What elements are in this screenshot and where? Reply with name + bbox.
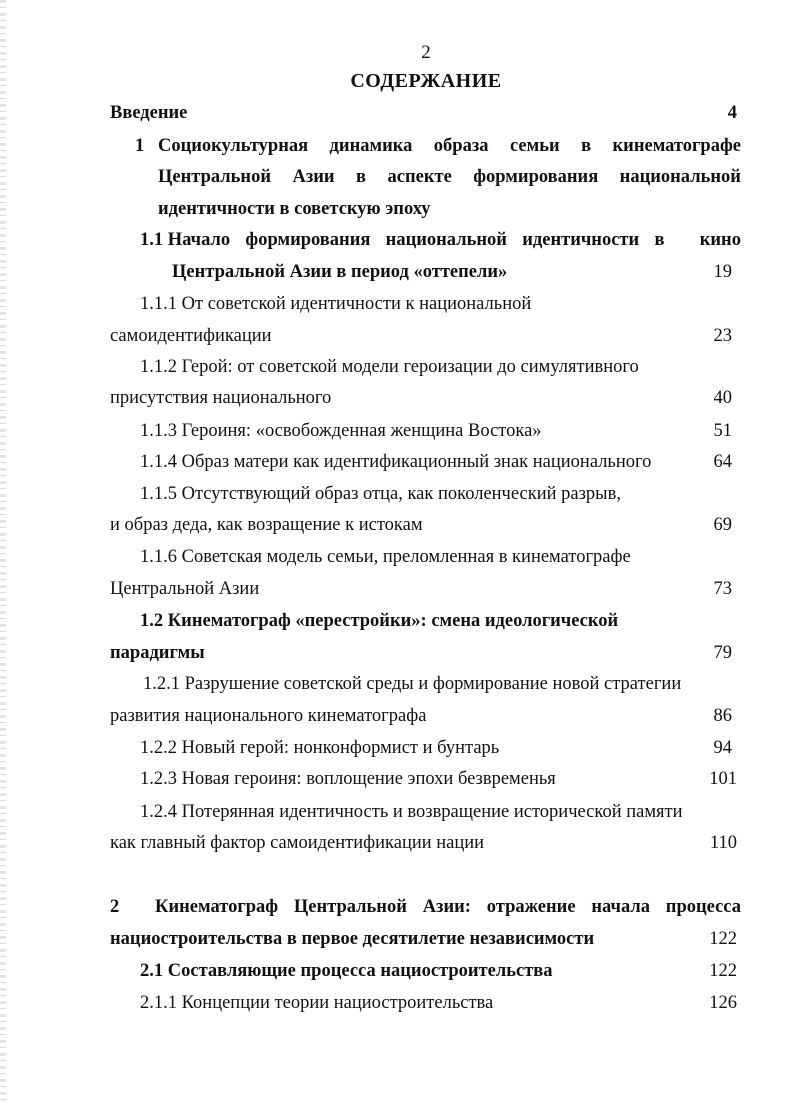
page-number: 2: [421, 42, 431, 63]
toc-intro-page: 4: [727, 103, 737, 123]
toc-word: формирования: [473, 167, 599, 187]
toc-word: 1.1 Начало: [140, 230, 231, 250]
toc-entry-1-2-1-line1: 1.2.1 Разрушение советской среды и формирование новой стратегии: [143, 674, 682, 694]
toc-entry-1-1-2-line1: 1.1.2 Герой: от советской модели героизации до симулятивного: [140, 357, 639, 377]
toc-entry-1-2-3-page: 101: [709, 769, 737, 789]
toc-section-2-1-page: 122: [709, 961, 737, 981]
toc-chapter2-line1: [110, 896, 741, 918]
toc-section-1-1-line2: Центральной Азии в период «оттепели»: [172, 262, 508, 282]
toc-entry-2-1-1: 2.1.1 Концепции теории нациостроительства: [140, 993, 494, 1013]
toc-word: кино: [699, 230, 741, 250]
toc-entry-1-1-3: 1.1.3 Героиня: «освобожденная женщина Востока»: [140, 421, 542, 441]
toc-word: начала: [591, 897, 650, 917]
toc-entry-1-1-1-page: 23: [713, 326, 732, 346]
toc-entry-1-1-6-line2: Центральной Азии: [110, 579, 260, 599]
toc-entry-1-2-2-page: 94: [713, 738, 732, 758]
toc-word: национальной: [385, 230, 507, 250]
toc-word: кинематографе: [612, 136, 741, 156]
toc-chapter1-line1: [158, 135, 741, 157]
toc-entry-1-2-4-line1: 1.2.4 Потерянная идентичность и возвращение исторической памяти: [140, 802, 683, 822]
toc-word: Центральной: [293, 897, 407, 917]
toc-word: в: [654, 230, 665, 250]
toc-entry-1-1-3-page: 51: [713, 421, 732, 441]
toc-word: Азии: [292, 167, 335, 187]
toc-section-1-2-line1: 1.2 Кинематограф «перестройки»: смена идеологической: [140, 611, 619, 631]
toc-entry-1-1-5-line2: и образ деда, как возращение к истокам: [110, 515, 423, 535]
toc-chapter1-number: 1: [135, 136, 145, 156]
page-title: СОДЕРЖАНИЕ: [350, 70, 502, 92]
toc-entry-1-1-1-line2: самоидентификации: [110, 326, 272, 346]
toc-word: Азии:: [422, 897, 471, 917]
toc-entry-1-1-6-line1: 1.1.6 Советская модель семьи, преломленная в кинематографе: [140, 547, 631, 567]
toc-chapter1-line3: идентичности в советскую эпоху: [158, 199, 431, 219]
toc-word: 2: [110, 897, 120, 917]
toc-entry-1-1-4: 1.1.4 Образ матери как идентификационный знак национального: [140, 452, 652, 472]
toc-word: семьи: [509, 136, 560, 156]
scan-edge: [0, 0, 6, 1102]
toc-entry-1-1-2-page: 40: [713, 388, 732, 408]
toc-section-1-2-page: 79: [713, 643, 732, 663]
toc-word: Кинематограф: [155, 897, 279, 917]
toc-section-2-1: 2.1 Составляющие процесса нациостроительства: [140, 961, 553, 981]
toc-word: формирования: [245, 230, 371, 250]
toc-entry-1-2-3: 1.2.3 Новая героиня: воплощение эпохи безвременья: [140, 769, 556, 789]
toc-word: динамика: [329, 136, 413, 156]
toc-entry-1-2-4-line2: как главный фактор самоидентификации нации: [110, 833, 485, 853]
toc-entry-1-1-5-line1: 1.1.5 Отсутствующий образ отца, как поколенческий разрыв,: [140, 484, 621, 504]
toc-entry-1-1-4-page: 64: [713, 452, 732, 472]
toc-entry-2-1-1-page: 126: [709, 993, 737, 1013]
toc-word: аспекте: [387, 167, 452, 187]
toc-entry-1-1-2-line2: присутствия национального: [110, 388, 332, 408]
toc-section-1-1-line1: [140, 229, 741, 251]
toc-chapter2-line2: нациостроительства в первое десятилетие независимости: [110, 929, 595, 949]
toc-word: образа: [433, 136, 489, 156]
toc-entry-1-1-1-line1: 1.1.1 От советской идентичности к национальной: [140, 294, 532, 314]
toc-intro-label: Введение: [110, 103, 188, 123]
toc-word: идентичности: [522, 230, 640, 250]
toc-entry-1-2-2: 1.2.2 Новый герой: нонконформист и бунтарь: [140, 738, 500, 758]
toc-section-1-2-line2: парадигмы: [110, 643, 205, 663]
toc-word: в: [581, 136, 592, 156]
toc-word: Центральной: [158, 167, 272, 187]
toc-chapter2-page: 122: [709, 929, 737, 949]
toc-chapter1-line2: [158, 166, 741, 188]
toc-word: отражение: [486, 897, 576, 917]
toc-word: Социокультурная: [158, 136, 309, 156]
toc-word: в: [356, 167, 367, 187]
toc-entry-1-1-5-page: 69: [713, 515, 732, 535]
toc-word: процесса: [665, 897, 741, 917]
toc-entry-1-2-1-page: 86: [713, 706, 732, 726]
toc-section-1-1-page: 19: [713, 262, 732, 282]
toc-word: национальной: [619, 167, 741, 187]
toc-entry-1-2-4-page: 110: [709, 833, 737, 853]
toc-entry-1-2-1-line2: развития национального кинематографа: [110, 706, 427, 726]
toc-entry-1-1-6-page: 73: [713, 579, 732, 599]
